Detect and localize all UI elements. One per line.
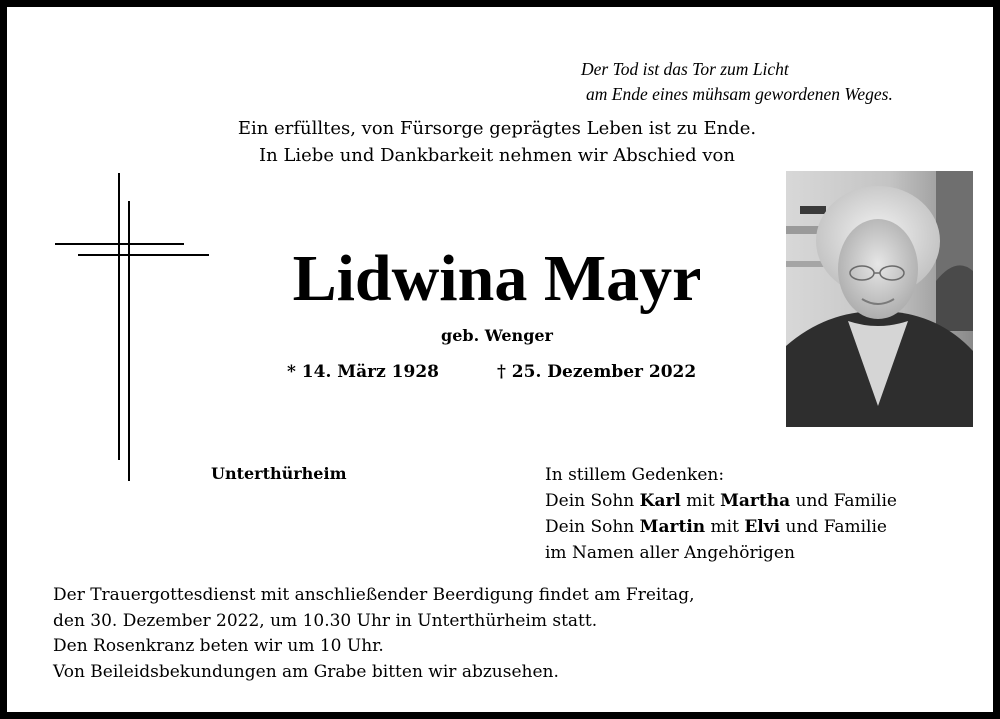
deceased-name: Lidwina Mayr: [292, 242, 702, 315]
residence-place: Unterthürheim: [211, 464, 347, 483]
mourner-name-elvi: Elvi: [744, 517, 781, 537]
intro-text: [157, 115, 837, 169]
notes-line-1: Der Trauergottesdienst mit anschließender Beerdigung findet am Freitag,: [53, 585, 695, 605]
mourners-block: [545, 462, 985, 566]
portrait-illustration: [786, 171, 973, 427]
mourner-line-1-prefix: Dein Sohn: [545, 491, 640, 511]
maiden-name: geb. Wenger: [441, 326, 553, 345]
mourner-line-1: [545, 488, 985, 514]
death-date: † 25. Dezember 2022: [497, 362, 697, 382]
birth-date: * 14. März 1928: [287, 362, 439, 382]
double-cross-icon: [47, 167, 217, 487]
intro-line-2: In Liebe und Dankbarkeit nehmen wir Abschied von: [259, 145, 735, 166]
notes-line-2: den 30. Dezember 2022, um 10.30 Uhr in Unterthürheim statt.: [53, 610, 598, 631]
mourner-line-2-prefix: Dein Sohn: [545, 517, 640, 537]
portrait-photo: [786, 171, 973, 427]
notes-line-3: Den Rosenkranz beten wir um 10 Uhr.: [53, 636, 384, 656]
mourner-name-martin: Martin: [639, 517, 706, 537]
mourner-name-karl: Karl: [639, 491, 681, 511]
mourner-line-1-suffix: und Familie: [790, 491, 897, 511]
quote-line-1: Der Tod ist das Tor zum Licht: [581, 59, 789, 79]
intro-line-1: Ein erfülltes, von Fürsorge geprägtes Leben ist zu Ende.: [237, 118, 757, 139]
notes-line-4: Von Beileidsbekundungen am Grabe bitten wir abzusehen.: [53, 661, 559, 682]
mourner-name-martha: Martha: [720, 491, 791, 511]
mourner-line-3: im Namen aller Angehörigen: [545, 543, 795, 563]
epigraph-quote: [567, 57, 977, 107]
service-notes: [53, 583, 973, 685]
mourner-line-1-mid: mit: [680, 491, 721, 511]
mourner-line-2-mid: mit: [705, 517, 745, 537]
mourners-heading: In stillem Gedenken:: [545, 465, 725, 485]
mourner-line-2-suffix: und Familie: [780, 517, 887, 537]
mourner-line-2: [545, 514, 985, 540]
quote-line-2: am Ende eines mühsam gewordenen Weges.: [586, 84, 893, 104]
